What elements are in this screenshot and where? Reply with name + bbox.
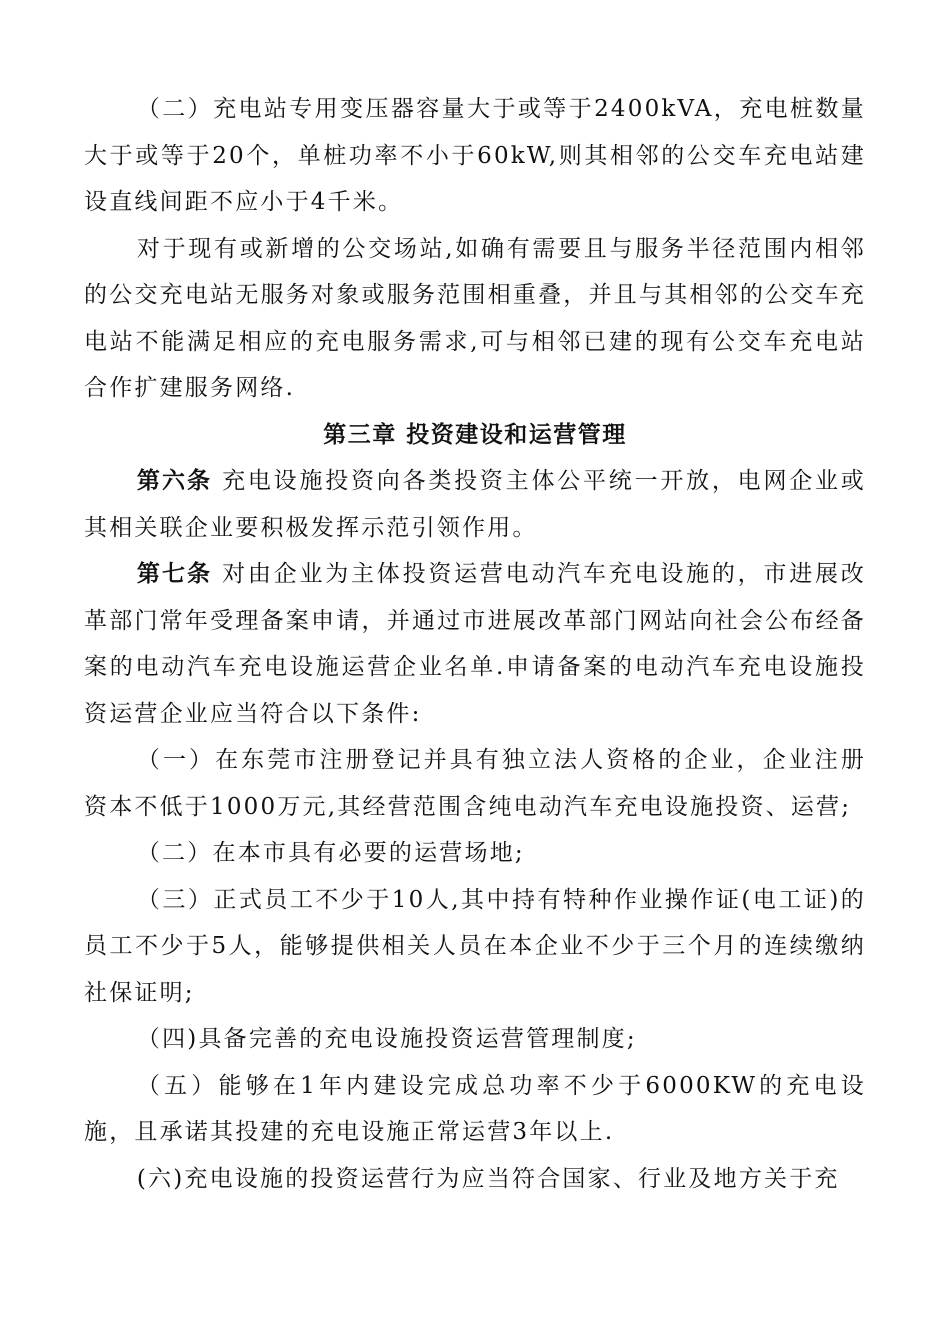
paragraph-condition-2-distance: （二）充电站专用变压器容量大于或等于2400kVA，充电桩数量大于或等于20个，单桩功率不小于60kW,则其相邻的公交车充电站建设直线间距不应小于4千米。 bbox=[84, 96, 866, 215]
document-body bbox=[84, 86, 866, 1202]
condition-item-4: （四)具备完善的充电设施投资运营管理制度; bbox=[136, 1026, 637, 1052]
paragraph-existing-stations: 对于现有或新增的公交场站,如确有需要且与服务半径范围内相邻的公交充电站无服务对象或服务范围相重叠，并且与其相邻的公交车充电站不能满足相应的充电服务需求,可与相邻已建的现有公交车充电站合作扩建服务网络. bbox=[84, 235, 866, 401]
article-6 bbox=[84, 458, 866, 551]
article-7 bbox=[84, 551, 866, 737]
condition-item-5: （五）能够在1年内建设完成总功率不少于6000KW的充电设施，且承诺其投建的充电设施正常运营3年以上. bbox=[84, 1072, 866, 1145]
condition-item-1: （一）在东莞市注册登记并具有独立法人资格的企业，企业注册资本不低于1000万元,其经营范围含纯电动汽车充电设施投资、运营; bbox=[84, 747, 866, 820]
condition-item-6: (六)充电设施的投资运营行为应当符合国家、行业及地方关于充 bbox=[136, 1165, 840, 1192]
article-7-label: 第七条 bbox=[136, 561, 213, 587]
article-6-text: 充电设施投资向各类投资主体公平统一开放，电网企业或其相关联企业要积极发挥示范引领作用。 bbox=[84, 468, 866, 541]
article-6-label: 第六条 bbox=[136, 468, 213, 494]
chapter-heading: 第三章 投资建设和运营管理 bbox=[323, 421, 627, 448]
condition-item-2: （二）在本市具有必要的运营场地; bbox=[136, 840, 525, 866]
article-7-text: 对由企业为主体投资运营电动汽车充电设施的，市进展改革部门常年受理备案申请，并通过市进展改革部门网站向社会公布经备案的电动汽车充电设施运营企业名单.申请备案的电动汽车充电设施投资运营企业应当符合以下条件: bbox=[84, 561, 866, 727]
condition-item-3: （三）正式员工不少于10人,其中持有特种作业操作证(电工证)的员工不少于5人，能够提供相关人员在本企业不少于三个月的连续缴纳社保证明; bbox=[84, 886, 866, 1006]
